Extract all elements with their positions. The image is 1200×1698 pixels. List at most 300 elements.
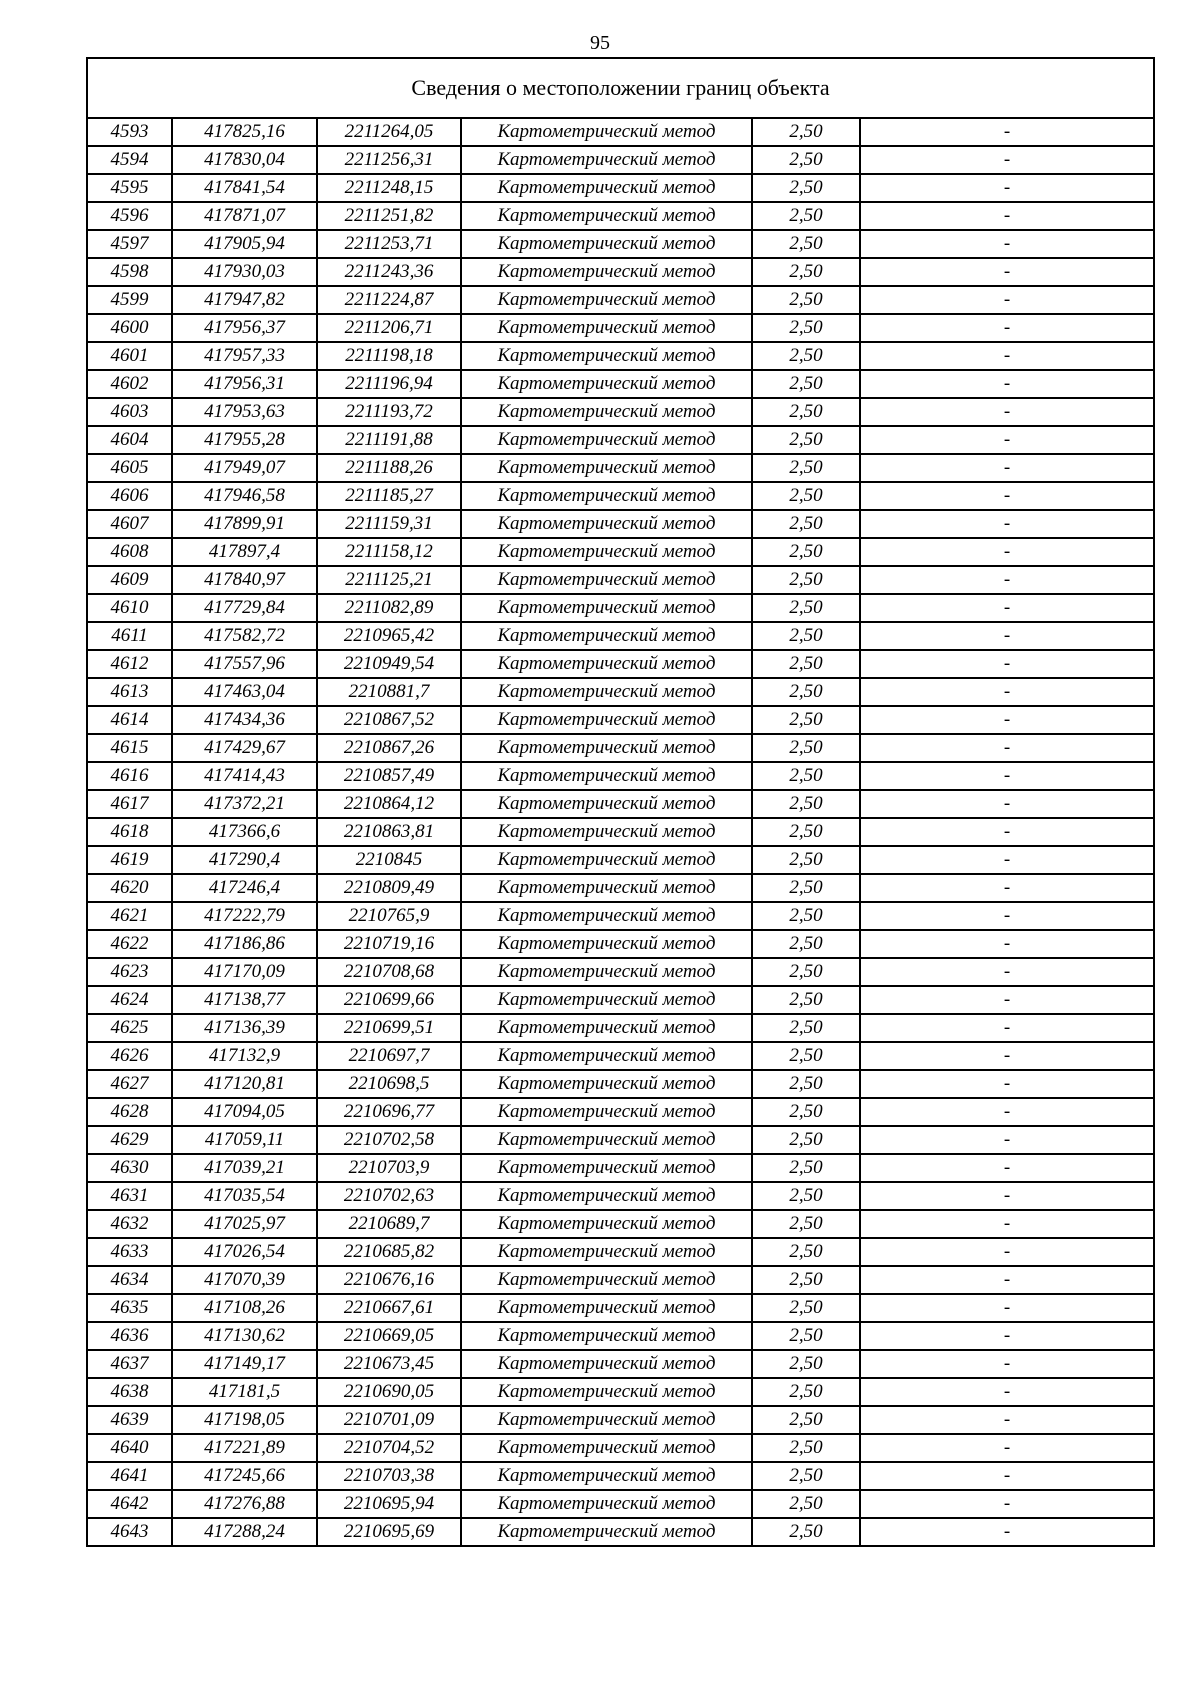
table-row bbox=[87, 986, 1154, 1014]
accuracy-cell: 2,50 bbox=[752, 734, 860, 762]
description-cell: - bbox=[860, 650, 1154, 678]
point-number-cell: 4604 bbox=[87, 426, 172, 454]
x-coordinate-cell: 417186,86 bbox=[172, 930, 317, 958]
method-cell: Картометрический метод bbox=[461, 1182, 752, 1210]
x-coordinate-cell: 417120,81 bbox=[172, 1070, 317, 1098]
accuracy-cell: 2,50 bbox=[752, 286, 860, 314]
point-number-cell: 4624 bbox=[87, 986, 172, 1014]
table-row bbox=[87, 370, 1154, 398]
accuracy-cell: 2,50 bbox=[752, 1294, 860, 1322]
table-row bbox=[87, 1070, 1154, 1098]
table-row bbox=[87, 846, 1154, 874]
x-coordinate-cell: 417905,94 bbox=[172, 230, 317, 258]
description-cell: - bbox=[860, 818, 1154, 846]
accuracy-cell: 2,50 bbox=[752, 846, 860, 874]
point-number-cell: 4603 bbox=[87, 398, 172, 426]
x-coordinate-cell: 417198,05 bbox=[172, 1406, 317, 1434]
x-coordinate-cell: 417094,05 bbox=[172, 1098, 317, 1126]
accuracy-cell: 2,50 bbox=[752, 370, 860, 398]
x-coordinate-cell: 417025,97 bbox=[172, 1210, 317, 1238]
accuracy-cell: 2,50 bbox=[752, 1126, 860, 1154]
description-cell: - bbox=[860, 202, 1154, 230]
description-cell: - bbox=[860, 286, 1154, 314]
description-cell: - bbox=[860, 874, 1154, 902]
y-coordinate-cell: 2211191,88 bbox=[317, 426, 461, 454]
y-coordinate-cell: 2210699,66 bbox=[317, 986, 461, 1014]
accuracy-cell: 2,50 bbox=[752, 1378, 860, 1406]
point-number-cell: 4635 bbox=[87, 1294, 172, 1322]
x-coordinate-cell: 417136,39 bbox=[172, 1014, 317, 1042]
table-header-row bbox=[87, 58, 1154, 118]
method-cell: Картометрический метод bbox=[461, 986, 752, 1014]
table-row bbox=[87, 118, 1154, 146]
y-coordinate-cell: 2210697,7 bbox=[317, 1042, 461, 1070]
table-row bbox=[87, 1406, 1154, 1434]
x-coordinate-cell: 417170,09 bbox=[172, 958, 317, 986]
method-cell: Картометрический метод bbox=[461, 510, 752, 538]
table-row bbox=[87, 1322, 1154, 1350]
accuracy-cell: 2,50 bbox=[752, 1042, 860, 1070]
table-row bbox=[87, 1518, 1154, 1546]
method-cell: Картометрический метод bbox=[461, 790, 752, 818]
point-number-cell: 4631 bbox=[87, 1182, 172, 1210]
description-cell: - bbox=[860, 1266, 1154, 1294]
accuracy-cell: 2,50 bbox=[752, 342, 860, 370]
y-coordinate-cell: 2211196,94 bbox=[317, 370, 461, 398]
method-cell: Картометрический метод bbox=[461, 174, 752, 202]
table-row bbox=[87, 958, 1154, 986]
description-cell: - bbox=[860, 902, 1154, 930]
point-number-cell: 4628 bbox=[87, 1098, 172, 1126]
description-cell: - bbox=[860, 482, 1154, 510]
y-coordinate-cell: 2210809,49 bbox=[317, 874, 461, 902]
x-coordinate-cell: 417956,37 bbox=[172, 314, 317, 342]
point-number-cell: 4612 bbox=[87, 650, 172, 678]
method-cell: Картометрический метод bbox=[461, 1126, 752, 1154]
x-coordinate-cell: 417840,97 bbox=[172, 566, 317, 594]
accuracy-cell: 2,50 bbox=[752, 482, 860, 510]
y-coordinate-cell: 2210676,16 bbox=[317, 1266, 461, 1294]
method-cell: Картометрический метод bbox=[461, 930, 752, 958]
description-cell: - bbox=[860, 678, 1154, 706]
table-row bbox=[87, 622, 1154, 650]
accuracy-cell: 2,50 bbox=[752, 174, 860, 202]
point-number-cell: 4594 bbox=[87, 146, 172, 174]
y-coordinate-cell: 2210845 bbox=[317, 846, 461, 874]
method-cell: Картометрический метод bbox=[461, 818, 752, 846]
point-number-cell: 4600 bbox=[87, 314, 172, 342]
accuracy-cell: 2,50 bbox=[752, 958, 860, 986]
y-coordinate-cell: 2210863,81 bbox=[317, 818, 461, 846]
y-coordinate-cell: 2210765,9 bbox=[317, 902, 461, 930]
description-cell: - bbox=[860, 1154, 1154, 1182]
table-row bbox=[87, 1126, 1154, 1154]
description-cell: - bbox=[860, 734, 1154, 762]
point-number-cell: 4595 bbox=[87, 174, 172, 202]
description-cell: - bbox=[860, 1042, 1154, 1070]
description-cell: - bbox=[860, 1350, 1154, 1378]
method-cell: Картометрический метод bbox=[461, 874, 752, 902]
boundary-coordinates-table bbox=[86, 57, 1155, 1547]
point-number-cell: 4618 bbox=[87, 818, 172, 846]
point-number-cell: 4627 bbox=[87, 1070, 172, 1098]
point-number-cell: 4629 bbox=[87, 1126, 172, 1154]
accuracy-cell: 2,50 bbox=[752, 986, 860, 1014]
method-cell: Картометрический метод bbox=[461, 482, 752, 510]
accuracy-cell: 2,50 bbox=[752, 930, 860, 958]
table-row bbox=[87, 1014, 1154, 1042]
accuracy-cell: 2,50 bbox=[752, 1070, 860, 1098]
page-number: 95 bbox=[590, 32, 610, 54]
method-cell: Картометрический метод bbox=[461, 678, 752, 706]
point-number-cell: 4596 bbox=[87, 202, 172, 230]
x-coordinate-cell: 417039,21 bbox=[172, 1154, 317, 1182]
description-cell: - bbox=[860, 1238, 1154, 1266]
x-coordinate-cell: 417414,43 bbox=[172, 762, 317, 790]
y-coordinate-cell: 2211185,27 bbox=[317, 482, 461, 510]
table-row bbox=[87, 930, 1154, 958]
point-number-cell: 4615 bbox=[87, 734, 172, 762]
y-coordinate-cell: 2211082,89 bbox=[317, 594, 461, 622]
table-row bbox=[87, 1350, 1154, 1378]
point-number-cell: 4605 bbox=[87, 454, 172, 482]
description-cell: - bbox=[860, 1434, 1154, 1462]
accuracy-cell: 2,50 bbox=[752, 426, 860, 454]
y-coordinate-cell: 2210703,38 bbox=[317, 1462, 461, 1490]
accuracy-cell: 2,50 bbox=[752, 762, 860, 790]
x-coordinate-cell: 417149,17 bbox=[172, 1350, 317, 1378]
y-coordinate-cell: 2210719,16 bbox=[317, 930, 461, 958]
y-coordinate-cell: 2210881,7 bbox=[317, 678, 461, 706]
table-row bbox=[87, 1434, 1154, 1462]
accuracy-cell: 2,50 bbox=[752, 1238, 860, 1266]
y-coordinate-cell: 2210857,49 bbox=[317, 762, 461, 790]
x-coordinate-cell: 417288,24 bbox=[172, 1518, 317, 1546]
table-row bbox=[87, 678, 1154, 706]
x-coordinate-cell: 417949,07 bbox=[172, 454, 317, 482]
y-coordinate-cell: 2210949,54 bbox=[317, 650, 461, 678]
description-cell: - bbox=[860, 1182, 1154, 1210]
point-number-cell: 4642 bbox=[87, 1490, 172, 1518]
table-row bbox=[87, 314, 1154, 342]
table-row bbox=[87, 1462, 1154, 1490]
method-cell: Картометрический метод bbox=[461, 1238, 752, 1266]
table-row bbox=[87, 258, 1154, 286]
point-number-cell: 4608 bbox=[87, 538, 172, 566]
point-number-cell: 4614 bbox=[87, 706, 172, 734]
y-coordinate-cell: 2210698,5 bbox=[317, 1070, 461, 1098]
point-number-cell: 4606 bbox=[87, 482, 172, 510]
x-coordinate-cell: 417825,16 bbox=[172, 118, 317, 146]
table-row bbox=[87, 1378, 1154, 1406]
y-coordinate-cell: 2210695,94 bbox=[317, 1490, 461, 1518]
x-coordinate-cell: 417132,9 bbox=[172, 1042, 317, 1070]
x-coordinate-cell: 417434,36 bbox=[172, 706, 317, 734]
accuracy-cell: 2,50 bbox=[752, 1434, 860, 1462]
accuracy-cell: 2,50 bbox=[752, 510, 860, 538]
accuracy-cell: 2,50 bbox=[752, 1490, 860, 1518]
method-cell: Картометрический метод bbox=[461, 1014, 752, 1042]
description-cell: - bbox=[860, 706, 1154, 734]
table-row bbox=[87, 230, 1154, 258]
table-row bbox=[87, 286, 1154, 314]
description-cell: - bbox=[860, 538, 1154, 566]
x-coordinate-cell: 417245,66 bbox=[172, 1462, 317, 1490]
description-cell: - bbox=[860, 1210, 1154, 1238]
method-cell: Картометрический метод bbox=[461, 706, 752, 734]
x-coordinate-cell: 417130,62 bbox=[172, 1322, 317, 1350]
table-row bbox=[87, 762, 1154, 790]
method-cell: Картометрический метод bbox=[461, 734, 752, 762]
point-number-cell: 4623 bbox=[87, 958, 172, 986]
x-coordinate-cell: 417290,4 bbox=[172, 846, 317, 874]
description-cell: - bbox=[860, 790, 1154, 818]
table-row bbox=[87, 650, 1154, 678]
x-coordinate-cell: 417841,54 bbox=[172, 174, 317, 202]
point-number-cell: 4599 bbox=[87, 286, 172, 314]
method-cell: Картометрический метод bbox=[461, 538, 752, 566]
table-row bbox=[87, 202, 1154, 230]
description-cell: - bbox=[860, 958, 1154, 986]
description-cell: - bbox=[860, 258, 1154, 286]
y-coordinate-cell: 2210673,45 bbox=[317, 1350, 461, 1378]
table-row bbox=[87, 874, 1154, 902]
y-coordinate-cell: 2211224,87 bbox=[317, 286, 461, 314]
description-cell: - bbox=[860, 1098, 1154, 1126]
point-number-cell: 4640 bbox=[87, 1434, 172, 1462]
accuracy-cell: 2,50 bbox=[752, 258, 860, 286]
x-coordinate-cell: 417246,4 bbox=[172, 874, 317, 902]
y-coordinate-cell: 2210704,52 bbox=[317, 1434, 461, 1462]
point-number-cell: 4632 bbox=[87, 1210, 172, 1238]
method-cell: Картометрический метод bbox=[461, 1154, 752, 1182]
accuracy-cell: 2,50 bbox=[752, 1014, 860, 1042]
point-number-cell: 4634 bbox=[87, 1266, 172, 1294]
y-coordinate-cell: 2211198,18 bbox=[317, 342, 461, 370]
description-cell: - bbox=[860, 1070, 1154, 1098]
x-coordinate-cell: 417366,6 bbox=[172, 818, 317, 846]
point-number-cell: 4607 bbox=[87, 510, 172, 538]
y-coordinate-cell: 2210689,7 bbox=[317, 1210, 461, 1238]
description-cell: - bbox=[860, 174, 1154, 202]
x-coordinate-cell: 417557,96 bbox=[172, 650, 317, 678]
accuracy-cell: 2,50 bbox=[752, 1210, 860, 1238]
accuracy-cell: 2,50 bbox=[752, 1266, 860, 1294]
point-number-cell: 4621 bbox=[87, 902, 172, 930]
x-coordinate-cell: 417429,67 bbox=[172, 734, 317, 762]
x-coordinate-cell: 417947,82 bbox=[172, 286, 317, 314]
point-number-cell: 4613 bbox=[87, 678, 172, 706]
accuracy-cell: 2,50 bbox=[752, 818, 860, 846]
point-number-cell: 4602 bbox=[87, 370, 172, 398]
method-cell: Картометрический метод bbox=[461, 342, 752, 370]
accuracy-cell: 2,50 bbox=[752, 202, 860, 230]
description-cell: - bbox=[860, 930, 1154, 958]
accuracy-cell: 2,50 bbox=[752, 1322, 860, 1350]
point-number-cell: 4619 bbox=[87, 846, 172, 874]
method-cell: Картометрический метод bbox=[461, 1434, 752, 1462]
method-cell: Картометрический метод bbox=[461, 398, 752, 426]
table-row bbox=[87, 342, 1154, 370]
method-cell: Картометрический метод bbox=[461, 1098, 752, 1126]
method-cell: Картометрический метод bbox=[461, 846, 752, 874]
method-cell: Картометрический метод bbox=[461, 426, 752, 454]
method-cell: Картометрический метод bbox=[461, 1042, 752, 1070]
x-coordinate-cell: 417108,26 bbox=[172, 1294, 317, 1322]
table-row bbox=[87, 902, 1154, 930]
x-coordinate-cell: 417463,04 bbox=[172, 678, 317, 706]
point-number-cell: 4630 bbox=[87, 1154, 172, 1182]
method-cell: Картометрический метод bbox=[461, 1378, 752, 1406]
method-cell: Картометрический метод bbox=[461, 370, 752, 398]
accuracy-cell: 2,50 bbox=[752, 1154, 860, 1182]
table-row bbox=[87, 1294, 1154, 1322]
description-cell: - bbox=[860, 1126, 1154, 1154]
y-coordinate-cell: 2211243,36 bbox=[317, 258, 461, 286]
description-cell: - bbox=[860, 566, 1154, 594]
accuracy-cell: 2,50 bbox=[752, 146, 860, 174]
description-cell: - bbox=[860, 846, 1154, 874]
method-cell: Картометрический метод bbox=[461, 1518, 752, 1546]
y-coordinate-cell: 2210702,58 bbox=[317, 1126, 461, 1154]
table-row bbox=[87, 426, 1154, 454]
y-coordinate-cell: 2210867,26 bbox=[317, 734, 461, 762]
x-coordinate-cell: 417059,11 bbox=[172, 1126, 317, 1154]
description-cell: - bbox=[860, 426, 1154, 454]
x-coordinate-cell: 417946,58 bbox=[172, 482, 317, 510]
method-cell: Картометрический метод bbox=[461, 1462, 752, 1490]
point-number-cell: 4617 bbox=[87, 790, 172, 818]
y-coordinate-cell: 2211159,31 bbox=[317, 510, 461, 538]
x-coordinate-cell: 417026,54 bbox=[172, 1238, 317, 1266]
table-row bbox=[87, 1266, 1154, 1294]
y-coordinate-cell: 2211264,05 bbox=[317, 118, 461, 146]
point-number-cell: 4616 bbox=[87, 762, 172, 790]
accuracy-cell: 2,50 bbox=[752, 790, 860, 818]
table-row bbox=[87, 566, 1154, 594]
point-number-cell: 4598 bbox=[87, 258, 172, 286]
table-row bbox=[87, 1154, 1154, 1182]
x-coordinate-cell: 417930,03 bbox=[172, 258, 317, 286]
method-cell: Картометрический метод bbox=[461, 230, 752, 258]
description-cell: - bbox=[860, 1378, 1154, 1406]
table-row bbox=[87, 482, 1154, 510]
accuracy-cell: 2,50 bbox=[752, 454, 860, 482]
table-row bbox=[87, 510, 1154, 538]
y-coordinate-cell: 2210685,82 bbox=[317, 1238, 461, 1266]
method-cell: Картометрический метод bbox=[461, 566, 752, 594]
table-row bbox=[87, 174, 1154, 202]
method-cell: Картометрический метод bbox=[461, 146, 752, 174]
x-coordinate-cell: 417956,31 bbox=[172, 370, 317, 398]
y-coordinate-cell: 2210702,63 bbox=[317, 1182, 461, 1210]
table-row bbox=[87, 146, 1154, 174]
description-cell: - bbox=[860, 370, 1154, 398]
x-coordinate-cell: 417035,54 bbox=[172, 1182, 317, 1210]
description-cell: - bbox=[860, 118, 1154, 146]
method-cell: Картометрический метод bbox=[461, 622, 752, 650]
point-number-cell: 4611 bbox=[87, 622, 172, 650]
accuracy-cell: 2,50 bbox=[752, 594, 860, 622]
accuracy-cell: 2,50 bbox=[752, 1462, 860, 1490]
x-coordinate-cell: 417221,89 bbox=[172, 1434, 317, 1462]
table-row bbox=[87, 734, 1154, 762]
point-number-cell: 4643 bbox=[87, 1518, 172, 1546]
y-coordinate-cell: 2210696,77 bbox=[317, 1098, 461, 1126]
point-number-cell: 4610 bbox=[87, 594, 172, 622]
table-row bbox=[87, 538, 1154, 566]
y-coordinate-cell: 2210699,51 bbox=[317, 1014, 461, 1042]
y-coordinate-cell: 2211193,72 bbox=[317, 398, 461, 426]
y-coordinate-cell: 2210965,42 bbox=[317, 622, 461, 650]
y-coordinate-cell: 2211206,71 bbox=[317, 314, 461, 342]
table-row bbox=[87, 1490, 1154, 1518]
method-cell: Картометрический метод bbox=[461, 650, 752, 678]
accuracy-cell: 2,50 bbox=[752, 1182, 860, 1210]
description-cell: - bbox=[860, 314, 1154, 342]
accuracy-cell: 2,50 bbox=[752, 1406, 860, 1434]
table-title: Сведения о местоположении границ объекта bbox=[87, 58, 1154, 118]
accuracy-cell: 2,50 bbox=[752, 622, 860, 650]
y-coordinate-cell: 2211188,26 bbox=[317, 454, 461, 482]
point-number-cell: 4637 bbox=[87, 1350, 172, 1378]
description-cell: - bbox=[860, 594, 1154, 622]
accuracy-cell: 2,50 bbox=[752, 398, 860, 426]
method-cell: Картометрический метод bbox=[461, 1490, 752, 1518]
method-cell: Картометрический метод bbox=[461, 1266, 752, 1294]
x-coordinate-cell: 417372,21 bbox=[172, 790, 317, 818]
method-cell: Картометрический метод bbox=[461, 454, 752, 482]
y-coordinate-cell: 2210669,05 bbox=[317, 1322, 461, 1350]
point-number-cell: 4626 bbox=[87, 1042, 172, 1070]
accuracy-cell: 2,50 bbox=[752, 566, 860, 594]
accuracy-cell: 2,50 bbox=[752, 650, 860, 678]
accuracy-cell: 2,50 bbox=[752, 902, 860, 930]
table-row bbox=[87, 818, 1154, 846]
x-coordinate-cell: 417070,39 bbox=[172, 1266, 317, 1294]
point-number-cell: 4633 bbox=[87, 1238, 172, 1266]
method-cell: Картометрический метод bbox=[461, 314, 752, 342]
point-number-cell: 4601 bbox=[87, 342, 172, 370]
point-number-cell: 4620 bbox=[87, 874, 172, 902]
description-cell: - bbox=[860, 1490, 1154, 1518]
point-number-cell: 4638 bbox=[87, 1378, 172, 1406]
description-cell: - bbox=[860, 1462, 1154, 1490]
description-cell: - bbox=[860, 622, 1154, 650]
y-coordinate-cell: 2211248,15 bbox=[317, 174, 461, 202]
x-coordinate-cell: 417953,63 bbox=[172, 398, 317, 426]
point-number-cell: 4622 bbox=[87, 930, 172, 958]
table-row bbox=[87, 594, 1154, 622]
point-number-cell: 4609 bbox=[87, 566, 172, 594]
description-cell: - bbox=[860, 398, 1154, 426]
accuracy-cell: 2,50 bbox=[752, 678, 860, 706]
description-cell: - bbox=[860, 1322, 1154, 1350]
y-coordinate-cell: 2210690,05 bbox=[317, 1378, 461, 1406]
table-row bbox=[87, 1182, 1154, 1210]
accuracy-cell: 2,50 bbox=[752, 314, 860, 342]
description-cell: - bbox=[860, 454, 1154, 482]
y-coordinate-cell: 2211125,21 bbox=[317, 566, 461, 594]
point-number-cell: 4593 bbox=[87, 118, 172, 146]
method-cell: Картометрический метод bbox=[461, 258, 752, 286]
x-coordinate-cell: 417222,79 bbox=[172, 902, 317, 930]
x-coordinate-cell: 417138,77 bbox=[172, 986, 317, 1014]
accuracy-cell: 2,50 bbox=[752, 230, 860, 258]
x-coordinate-cell: 417181,5 bbox=[172, 1378, 317, 1406]
description-cell: - bbox=[860, 510, 1154, 538]
description-cell: - bbox=[860, 1518, 1154, 1546]
